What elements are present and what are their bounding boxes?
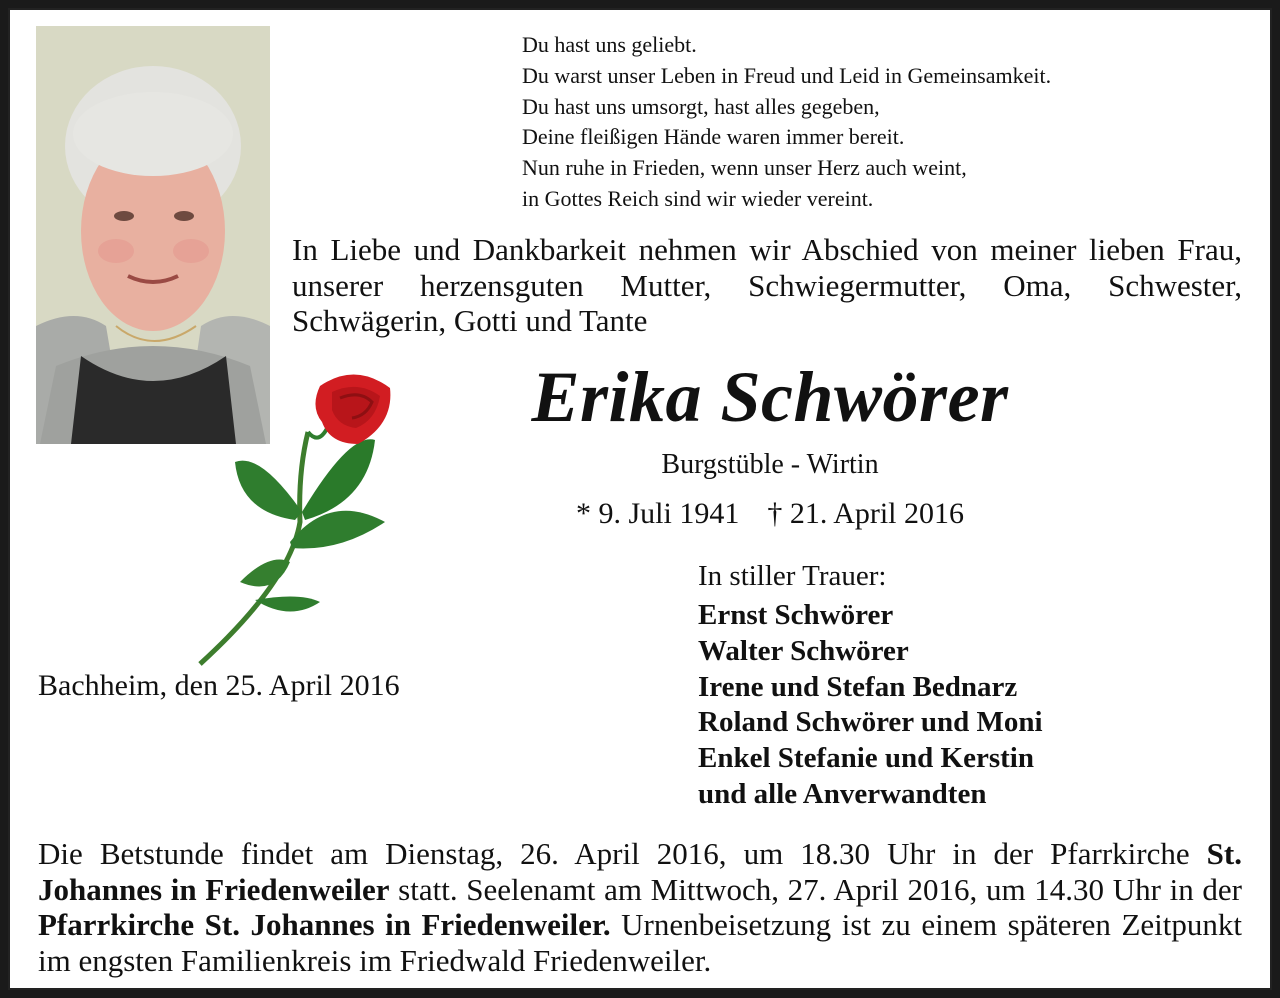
deceased-name: Erika Schwörer bbox=[531, 357, 1009, 437]
church-name: St. Johannes in Friedenweiler bbox=[38, 836, 1242, 907]
mourner-name: Ernst Schwörer bbox=[698, 599, 894, 631]
poem-line: Nun ruhe in Frieden, wenn unser Herz auch weint, bbox=[522, 155, 967, 181]
poem-line: Deine fleißigen Hände waren immer bereit. bbox=[522, 124, 905, 150]
mourner-name: Roland Schwörer und Moni bbox=[698, 706, 1043, 739]
mourner-name: und alle Anverwandten bbox=[698, 777, 987, 810]
service-text: statt. Seelenamt am Mittwoch, 27. April 2016, um 14.30 Uhr in der bbox=[389, 871, 1242, 907]
deceased-role: Burgstüble - Wirtin bbox=[661, 449, 879, 480]
mourners-heading: In stiller Trauer: bbox=[698, 560, 887, 592]
service-text: Urnenbeisetzung ist zu einem späteren Zeitpunkt im engsten Familienkreis im Friedwald Friedenweiler. bbox=[38, 907, 1242, 978]
mourner-name: Irene und Stefan Bednarz bbox=[698, 670, 1018, 703]
poem-line: in Gottes Reich sind wir wieder vereint. bbox=[522, 185, 874, 211]
red-rose-illustration bbox=[180, 362, 410, 672]
place-and-date: Bachheim, den 25. April 2016 bbox=[38, 669, 400, 702]
poem-line: Du warst unser Leben in Freud und Leid in Gemeinsamkeit. bbox=[522, 62, 1052, 88]
service-info bbox=[38, 836, 1242, 978]
mourners-block bbox=[698, 558, 1043, 813]
service-text: Die Betstunde findet am Dienstag, 26. April 2016, um 18.30 Uhr in der Pfarrkirche bbox=[38, 836, 1207, 871]
death-date: † 21. April 2016 bbox=[767, 497, 965, 530]
birth-date: * 9. Juli 1941 bbox=[575, 497, 740, 530]
poem-block bbox=[522, 30, 1051, 215]
church-name: Pfarrkirche St. Johannes in Friedenweiler. bbox=[38, 907, 611, 942]
poem-line: Du hast uns umsorgt, hast alles gegeben, bbox=[522, 93, 880, 119]
life-dates bbox=[540, 494, 1000, 534]
intro-text: In Liebe und Dankbarkeit nehmen wir Abschied von meiner lieben Frau, unserer herzensguten Mutter, Schwiegermutter, Oma, Schwester, Schwägerin, Gotti und Tante bbox=[292, 232, 1242, 338]
mourner-name: Walter Schwörer bbox=[698, 634, 909, 667]
poem-line: Du hast uns geliebt. bbox=[522, 32, 697, 57]
mourner-name: Enkel Stefanie und Kerstin bbox=[698, 742, 1034, 775]
